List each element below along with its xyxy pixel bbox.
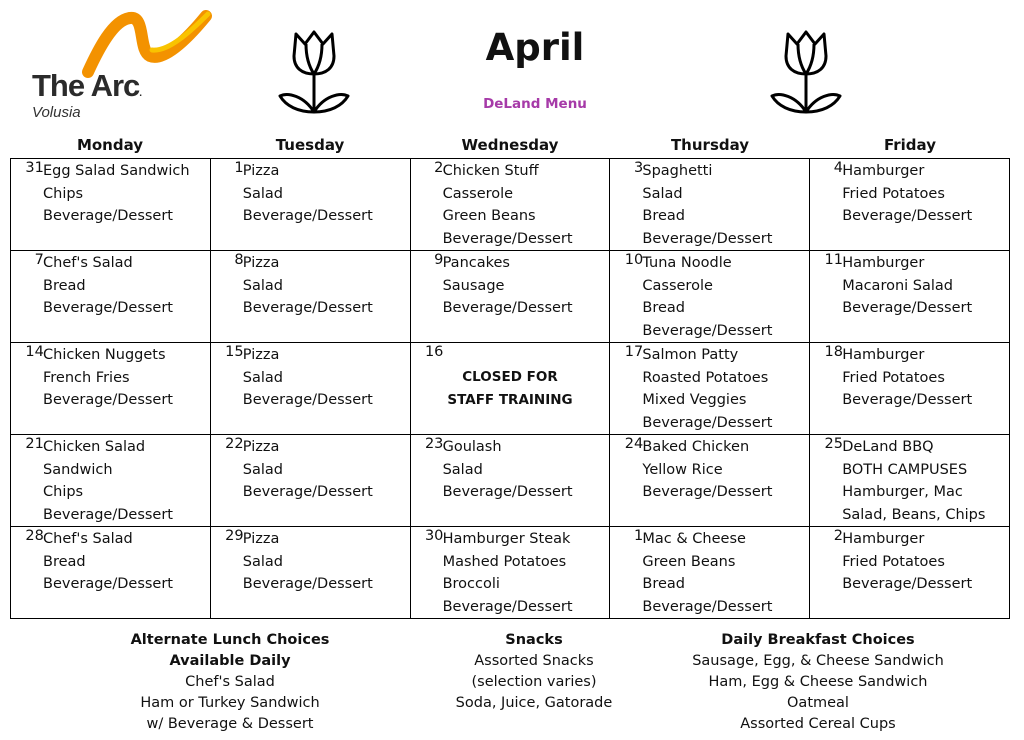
day-number: 14 (25, 344, 44, 360)
alternate-lunch-title: Alternate Lunch Choices (130, 632, 330, 648)
day-cell-content (211, 527, 410, 596)
day-cell-content (411, 159, 610, 250)
day-cell (410, 159, 610, 251)
menu-item: Chips (43, 185, 84, 202)
day-cell-content (610, 435, 809, 504)
menu-item: Chips (43, 484, 84, 500)
menu-item: Chicken Nuggets (43, 347, 166, 363)
day-cell (610, 251, 810, 343)
day-cell (610, 527, 810, 619)
menu-item: Mixed Veggies (642, 392, 747, 408)
menu-item: Pizza (242, 163, 280, 179)
menu-item: Hamburger (842, 531, 925, 547)
menu-calendar (10, 158, 1010, 619)
menu-item: Beverage/Dessert (842, 576, 973, 592)
alternate-lunch-item: Chef's Salad (185, 674, 275, 690)
day-cell-content (11, 527, 210, 596)
day-cell (210, 343, 410, 435)
day-number: 28 (25, 528, 44, 544)
menu-item: Chicken Salad (43, 439, 146, 455)
menu-item: Beverage/Dessert (842, 300, 973, 316)
day-cell (810, 435, 1010, 527)
day-number: 16 (424, 344, 444, 360)
day-number: 1 (234, 160, 244, 176)
menu-item: Fried Potatoes (842, 369, 945, 386)
menu-item: DeLand BBQ (842, 439, 934, 455)
menu-item: Fried Potatoes (842, 553, 945, 570)
week-row (11, 159, 1010, 251)
menu-item: Baked Chicken (642, 439, 750, 455)
day-cell-content (610, 343, 809, 434)
closed-notice-line: CLOSED FOR (462, 369, 558, 385)
menu-item: Beverage/Dessert (642, 230, 773, 247)
day-cell (11, 251, 211, 343)
day-cell-content (11, 435, 210, 526)
week-row (11, 343, 1010, 435)
day-cell-content (810, 251, 1009, 320)
menu-item: Green Beans (442, 208, 536, 224)
day-cell-content (610, 159, 809, 250)
day-cell (210, 435, 410, 527)
closed-notice-line: STAFF TRAINING (447, 391, 573, 408)
menu-item: Chef's Salad (43, 255, 133, 271)
menu-item: Beverage/Dessert (442, 300, 573, 316)
day-cell (610, 435, 810, 527)
menu-item: Salad (242, 185, 284, 202)
menu-item: Egg Salad Sandwich (43, 163, 190, 179)
snacks-item: Soda, Juice, Gatorade (455, 695, 613, 711)
logo-name: The Arc. (32, 68, 142, 103)
breakfast-title: Daily Breakfast Choices (721, 632, 915, 648)
menu-item: Beverage/Dessert (442, 230, 573, 247)
menu-item: Salad (242, 369, 284, 386)
day-cell (610, 343, 810, 435)
day-cell-content (810, 435, 1009, 526)
menu-item: Salad (442, 461, 483, 478)
day-cell (11, 343, 211, 435)
menu-item: Salad (642, 185, 683, 202)
day-number: 2 (833, 528, 843, 544)
day-cell-content (610, 251, 809, 342)
menu-item: Hamburger (842, 163, 925, 179)
snacks-title: Snacks (505, 632, 563, 648)
menu-item: Fried Potatoes (842, 185, 945, 202)
alternate-lunch-item: Ham or Turkey Sandwich (140, 695, 320, 711)
day-number: 22 (225, 436, 244, 452)
day-number: 17 (624, 344, 644, 360)
alternate-lunch-section (110, 630, 350, 735)
page-subtitle: DeLand Menu (483, 96, 587, 112)
day-number: 23 (424, 436, 444, 452)
day-cell-content (211, 251, 410, 320)
menu-item: Beverage/Dessert (242, 392, 373, 408)
menu-item: Broccoli (442, 576, 500, 592)
menu-item: Beverage/Dessert (842, 208, 973, 224)
menu-item: Pancakes (442, 255, 510, 271)
day-cell (410, 435, 610, 527)
breakfast-section (668, 630, 968, 735)
menu-item: Beverage/Dessert (642, 484, 773, 500)
day-header: Thursday (670, 136, 750, 154)
day-cell (610, 159, 810, 251)
menu-item: French Fries (43, 369, 130, 386)
tulip-icon (768, 26, 844, 118)
day-cell (11, 435, 211, 527)
day-cell-content (810, 343, 1009, 412)
day-header: Friday (883, 136, 936, 154)
day-headers (10, 136, 1010, 154)
day-cell (210, 527, 410, 619)
day-cell (11, 527, 211, 619)
menu-item: Yellow Rice (642, 461, 723, 478)
menu-item: Bread (642, 576, 685, 592)
day-cell-content (411, 343, 610, 411)
day-cell (810, 251, 1010, 343)
menu-item: Beverage/Dessert (43, 392, 173, 408)
week-row (11, 435, 1010, 527)
day-number: 11 (824, 252, 843, 268)
menu-item: Beverage/Dessert (242, 300, 373, 316)
day-number: 9 (434, 252, 444, 268)
menu-item: Salad (242, 553, 284, 570)
page-title: April (485, 26, 585, 69)
arc-logo (28, 10, 208, 125)
menu-item: Chicken Stuff (442, 163, 539, 179)
day-cell-content (411, 251, 610, 320)
day-number: 10 (624, 252, 644, 268)
day-number: 8 (234, 252, 244, 268)
day-number: 30 (424, 528, 444, 544)
menu-item: Beverage/Dessert (442, 598, 573, 615)
menu-item: Beverage/Dessert (242, 576, 373, 592)
day-number: 29 (225, 528, 244, 544)
menu-item: Pizza (242, 531, 280, 547)
menu-item: Beverage/Dessert (442, 484, 573, 500)
menu-item: Beverage/Dessert (43, 506, 173, 523)
menu-item: Green Beans (642, 553, 736, 570)
logo-subtitle: Volusia (32, 104, 81, 121)
day-cell (410, 343, 610, 435)
day-number: 7 (34, 252, 44, 268)
day-cell-content (411, 435, 610, 504)
day-cell-content (610, 527, 809, 618)
menu-item: Beverage/Dessert (642, 598, 773, 615)
day-cell (11, 159, 211, 251)
day-cell (810, 159, 1010, 251)
day-number: 2 (434, 160, 444, 176)
menu-item: Hamburger (842, 347, 925, 363)
menu-item: Sausage (442, 277, 505, 294)
menu-item: Salmon Patty (642, 347, 739, 363)
menu-item: Macaroni Salad (842, 277, 953, 294)
day-cell-content (11, 159, 210, 228)
menu-item: Bread (43, 553, 86, 570)
day-cell (410, 527, 610, 619)
day-cell-content (211, 435, 410, 504)
week-row (11, 527, 1010, 619)
day-cell-content (810, 527, 1009, 596)
day-number: 31 (25, 160, 44, 176)
snacks-item: Assorted Snacks (474, 653, 594, 669)
menu-item: Pizza (242, 439, 280, 455)
day-number: 18 (824, 344, 843, 360)
day-cell-content (11, 251, 210, 320)
day-number: 1 (633, 528, 644, 544)
menu-item: Sandwich (43, 461, 113, 478)
menu-item: Salad (242, 461, 284, 478)
day-number: 15 (225, 344, 244, 360)
snacks-item: (selection varies) (471, 674, 597, 690)
menu-item: Roasted Potatoes (642, 369, 769, 386)
menu-item: Mac & Cheese (642, 531, 746, 547)
menu-item: BOTH CAMPUSES (842, 461, 968, 478)
alternate-lunch-subtitle: Available Daily (169, 653, 291, 669)
day-cell (810, 343, 1010, 435)
day-cell (210, 159, 410, 251)
menu-item: Beverage/Dessert (642, 322, 773, 339)
menu-item: Mashed Potatoes (442, 553, 567, 570)
day-header: Wednesday (461, 136, 559, 154)
day-number: 24 (624, 436, 644, 452)
tulip-icon (276, 26, 352, 118)
breakfast-item: Assorted Cereal Cups (740, 716, 896, 732)
menu-item: Beverage/Dessert (642, 414, 773, 431)
menu-item: Beverage/Dessert (43, 576, 173, 592)
menu-item: Beverage/Dessert (43, 300, 173, 316)
menu-item: Salad, Beans, Chips (842, 506, 986, 523)
snacks-section (424, 630, 644, 714)
menu-item: Tuna Noodle (642, 255, 732, 271)
day-number: 21 (25, 436, 44, 452)
breakfast-item: Sausage, Egg, & Cheese Sandwich (692, 653, 944, 669)
alternate-lunch-item: w/ Beverage & Dessert (146, 716, 314, 732)
day-cell (810, 527, 1010, 619)
menu-item: Pizza (242, 255, 280, 271)
menu-item: Salad (242, 277, 284, 294)
menu-item: Beverage/Dessert (842, 392, 973, 408)
day-cell-content (810, 159, 1009, 228)
day-header: Tuesday (275, 136, 345, 154)
menu-item: Casserole (642, 277, 713, 294)
menu-item: Spaghetti (642, 163, 713, 179)
week-row (11, 251, 1010, 343)
day-header: Monday (76, 136, 144, 154)
day-cell (410, 251, 610, 343)
menu-item: Pizza (242, 347, 280, 363)
day-cell-content (411, 527, 610, 618)
day-number: 4 (833, 160, 843, 176)
menu-item: Hamburger, Mac (842, 484, 963, 500)
day-cell-content (11, 343, 210, 412)
menu-item: Hamburger (842, 255, 925, 271)
menu-item: Beverage/Dessert (242, 484, 373, 500)
day-number: 3 (633, 160, 644, 176)
menu-item: Casserole (442, 185, 514, 202)
day-cell (210, 251, 410, 343)
breakfast-item: Ham, Egg & Cheese Sandwich (708, 674, 928, 690)
menu-item: Bread (642, 208, 685, 224)
day-cell-content (211, 159, 410, 228)
menu-item: Hamburger Steak (442, 531, 571, 547)
day-number: 25 (824, 436, 843, 452)
menu-item: Beverage/Dessert (43, 208, 173, 224)
menu-item: Chef's Salad (43, 531, 133, 547)
menu-item: Goulash (442, 439, 502, 455)
breakfast-item: Oatmeal (787, 695, 849, 711)
menu-item: Bread (43, 277, 86, 294)
menu-item: Beverage/Dessert (242, 208, 373, 224)
day-cell-content (211, 343, 410, 412)
menu-item: Bread (642, 300, 685, 316)
